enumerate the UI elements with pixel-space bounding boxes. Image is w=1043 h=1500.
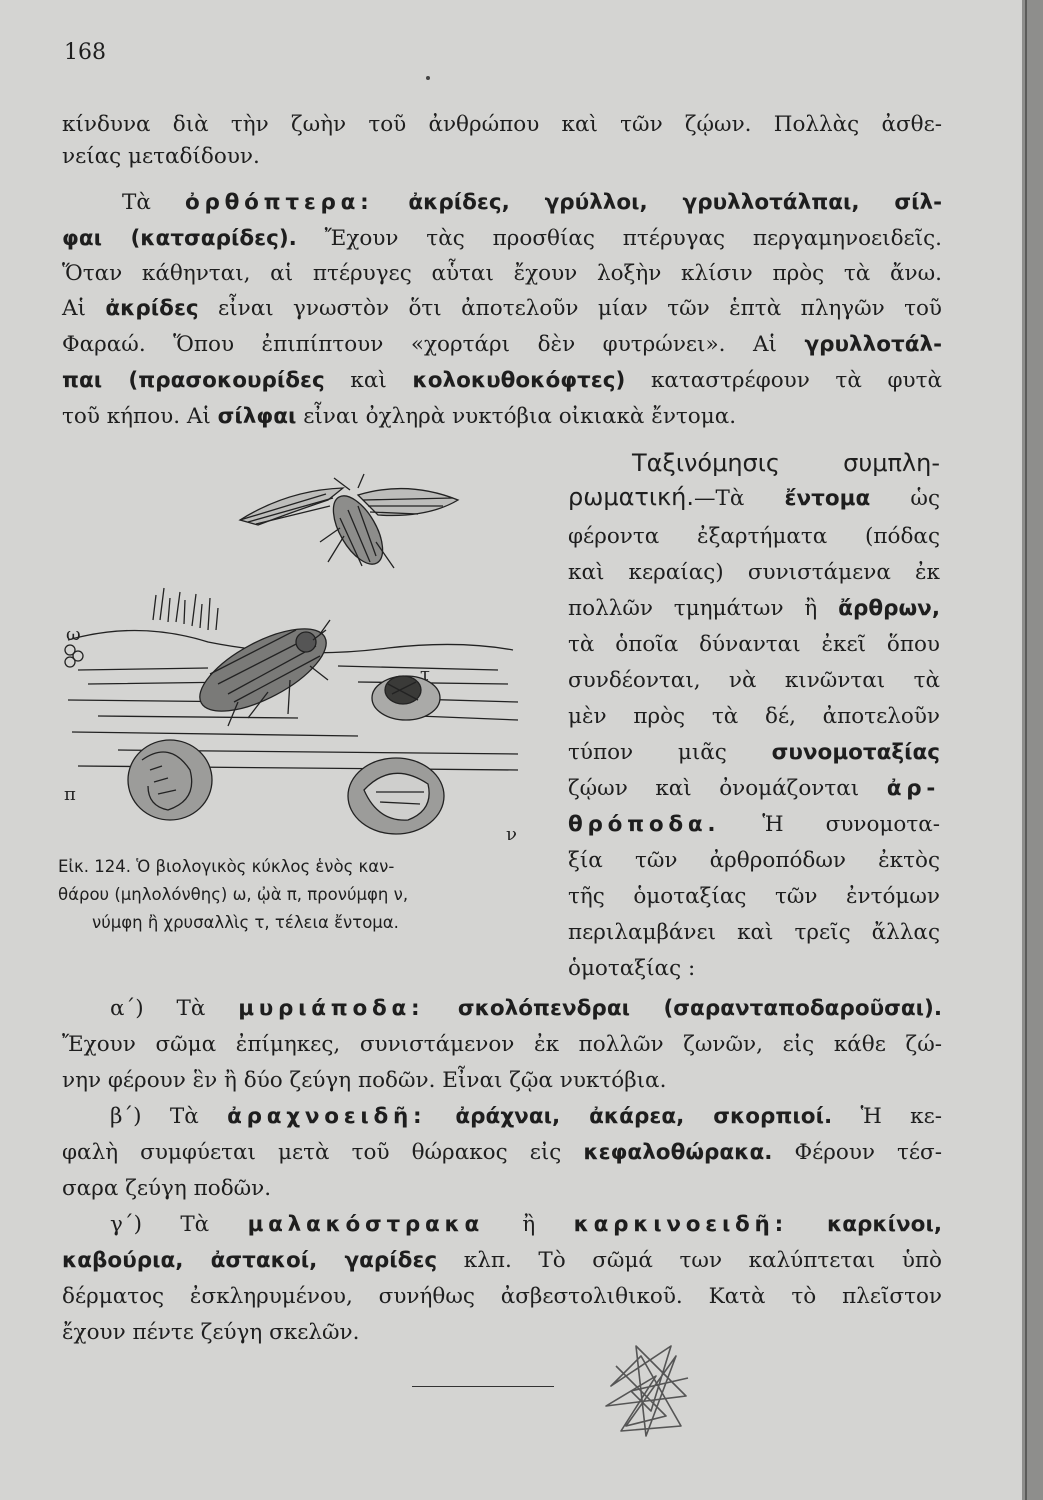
text-line: κίνδυνα διὰ τὴν ζωὴν τοῦ ἀνθρώπου καὶ τῶν ζῴων. Πολλὰς ἀσθε-: [62, 112, 942, 137]
figure-caption: θάρου (μηλολόνθης) ω, ᾠὰ π, προνύμφη ν,: [58, 885, 409, 904]
figure-caption: Εἰκ. 124. Ὁ βιολογικὸς κύκλος ἑνὸς καν-: [58, 857, 395, 876]
text-line: Φαραώ. Ὅπου ἐπιπίπτουν «χορτάρι δὲν φυτρώνει». Αἱ γρυλλοτάλ-: [62, 332, 942, 357]
chrysalis-icon: [348, 758, 444, 834]
term-arthropoda: θρόποδα.: [568, 812, 721, 837]
page-edge: [1022, 0, 1043, 1500]
section-heading: Ταξινόμησις συμπλη-: [632, 449, 940, 477]
crawling-beetle-icon: [188, 612, 338, 727]
text-line: α΄) Τὰ μυριάποδα: σκολόπενδραι (σαρανταποδαροῦσαι).: [110, 996, 943, 1021]
text-line: Ἔχουν σῶμα ἐπίμηκες, συνιστάμενον ἐκ πολλῶν ζωνῶν, εἰς κάθε ζώ-: [62, 1032, 942, 1057]
figure-beetle-life-cycle: [58, 470, 536, 850]
label-nu: ν: [506, 824, 517, 845]
larva-icon: [128, 740, 212, 820]
eggs-icon: [65, 645, 83, 667]
text-line: φαι (κατσαρίδες). Ἔχουν τὰς προσθίας πτέρυγας περγαμηνοειδεῖς.: [62, 226, 943, 251]
text-line: τύπον μιᾶς συνομοταξίας: [568, 740, 940, 765]
text-line: καὶ κεραίας) συνιστάμενα ἐκ: [568, 560, 940, 585]
flying-beetle-icon: [240, 474, 458, 572]
text-line: β΄) Τὰ ἀραχνοειδῆ: ἀράχναι, ἀκάρεα, σκορπιοί. Ἡ κε-: [110, 1104, 942, 1129]
label-pi: π: [64, 784, 76, 805]
term-arachnoidea: ἀραχνοειδῆ:: [227, 1104, 427, 1129]
text-line: σαρα ζεύγη ποδῶν.: [62, 1176, 272, 1201]
text-line: τὰ ὁποῖα δύνανται ἐκεῖ ὅπου: [568, 632, 940, 657]
text-line: ἔχουν πέντε ζεύγη σκελῶν.: [62, 1320, 360, 1345]
text-line: πολλῶν τμημάτων ἢ ἄρθρων,: [568, 596, 940, 621]
text-line: φέροντα ἐξαρτήματα (πόδας: [568, 524, 940, 549]
page-number: 168: [64, 40, 106, 65]
term-orthoptera: ὀρθόπτερα:: [185, 190, 374, 215]
term-malakostraka: μαλακόστρακα: [247, 1212, 485, 1237]
text-line: Αἱ ἀκρίδες εἶναι γνωστὸν ὅτι ἀποτελοῦν μίαν τῶν ἑπτὰ πληγῶν τοῦ: [62, 296, 942, 321]
term-myriapoda: μυριάποδα:: [238, 996, 425, 1021]
end-rule: [412, 1386, 554, 1387]
pencil-scribble-icon: [596, 1336, 696, 1446]
text-line: καβούρια, ἀστακοί, γαρίδες κλπ. Τὸ σῶμά των καλύπτεται ὑπὸ: [62, 1248, 942, 1273]
text-line: συνδέονται, νὰ κινῶνται τὰ: [568, 668, 940, 693]
text-line: θρόποδα. Ἡ συνομοτα-: [568, 812, 940, 837]
text-line: γ΄) Τὰ μαλακόστρακα ἢ καρκινοειδῆ: καρκίνοι,: [110, 1212, 942, 1237]
print-speck: [426, 76, 430, 80]
text-line: ρωματική.—Τὰ ἔντομα ὡς: [568, 483, 940, 511]
text-line: ζῴων καὶ ὀνομάζονται ἀρ-: [568, 776, 940, 801]
figure-caption: νύμφη ἢ χρυσαλλὶς τ, τέλεια ἔντομα.: [92, 913, 399, 932]
text-line: ὁμοταξίας :: [568, 956, 696, 981]
text-line: παι (πρασοκουρίδες καὶ κολοκυθοκόφτες) καταστρέφουν τὰ φυτὰ: [62, 368, 943, 393]
text-line: ξία τῶν ἀρθροπόδων ἐκτὸς: [568, 848, 940, 873]
text-line: Τὰ ὀρθόπτερα: ἀκρίδες, γρύλλοι, γρυλλοτάλπαι, σίλ-: [122, 190, 942, 215]
text-line: νην φέρουν ἓν ἢ δύο ζεύγη ποδῶν. Εἶναι ζῷα νυκτόβια.: [62, 1068, 667, 1093]
text-line: φαλὴ συμφύεται μετὰ τοῦ θώρακος εἰς κεφαλοθώρακα. Φέρουν τέσ-: [62, 1140, 942, 1165]
text-line: μὲν πρὸς τὰ δέ, ἀποτελοῦν: [568, 704, 940, 729]
text-line: Ὅταν κάθηνται, αἱ πτέρυγες αὗται ἔχουν λοξὴν κλίσιν πρὸς τὰ ἄνω.: [62, 261, 942, 286]
text-line: δέρματος ἐσκληρυμένου, συνήθως ἀσβεστολιθικοῦ. Κατὰ τὸ πλεῖστον: [62, 1284, 942, 1309]
label-tau: τ: [420, 664, 430, 685]
text-line: νείας μεταδίδουν.: [62, 144, 260, 169]
text-line: τῆς ὁμοταξίας τῶν ἐντόμων: [568, 884, 940, 909]
text-line: τοῦ κήπου. Αἱ σίλφαι εἶναι ὀχληρὰ νυκτόβια οἰκιακὰ ἔντομα.: [62, 404, 737, 429]
label-omega: ω: [66, 624, 81, 645]
text-line: περιλαμβάνει καὶ τρεῖς ἄλλας: [568, 920, 940, 945]
